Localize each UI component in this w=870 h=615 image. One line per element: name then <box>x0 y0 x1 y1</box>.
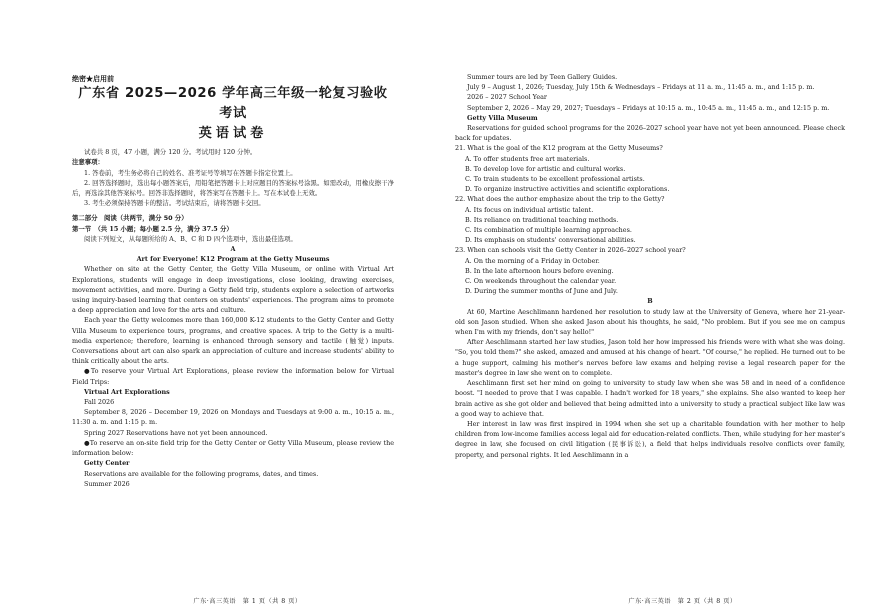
spring-note: Spring 2027 Reservations have not yet been announced. <box>84 428 268 437</box>
exam-subject-title: 英语试卷 <box>198 126 268 142</box>
fall-schedule: September 8, 2026 – December 19, 2026 on Mondays and Tuesdays at 9:00 a. m., 10:15 a. m., 11:30 a. m. and 1:15 p. m. <box>72 408 394 427</box>
question-stem: 21. What is the goal of the K12 program at the Getty Museums? <box>455 144 663 153</box>
passage-paragraph: Her interest in law was first inspired in 1994 when she set up a charitable foundation with her mother to help children from low-income families access legal aid for education-related conflicts. Then, while studying for her master's degree in law, she focused on civil litigation (民事诉讼), a field that helps individuals resolve conflicts over family, property, and personal rights. It led Aeschlimann in a <box>455 419 845 459</box>
confidential-label: 绝密★启用前 <box>72 74 114 83</box>
virtual-heading: Virtual Art Explorations <box>84 387 170 396</box>
answer-option: A. On the morning of a Friday in October. <box>465 256 600 265</box>
answer-option: D. To organize instructive activities and scientific explorations. <box>465 185 670 194</box>
question-stem: 23. When can schools visit the Getty Center in 2026–2027 school year? <box>455 246 686 255</box>
passage-paragraph: Whether on site at the Getty Center, the Getty Villa Museum, or online with Virtual Art Explorations, students will engage in deep investigations, close looking, drawing exercises, movement activities, and more. During a Getty field trip, students explore a selection of artworks using inquiry-based learning that centers on students' experiences. The program aims to promote a deep appreciation and love for the arts and culture. <box>72 265 394 315</box>
answer-option: C. On weekends throughout the calendar year. <box>465 277 617 286</box>
summer-schedule: July 9 – August 1, 2026; Tuesday, July 15th & Wednesdays – Fridays at 11 a. m., 11:45 a. m., and 1:15 p. m. <box>467 83 815 92</box>
note-item: 3. 考生必须保持答题卡的整洁。考试结束后，请将答题卡交回。 <box>84 199 265 208</box>
answer-option: D. During the summer months of June and July. <box>465 287 618 296</box>
page-footer: 广东·高三英语 第 2 页（共 8 页） <box>628 598 737 605</box>
bullet-virtual: ●To reserve your Virtual Art Explorations, please review the information below for Virtual Field Trips: <box>72 367 394 386</box>
page-1-content <box>72 74 394 489</box>
exam-page-2 <box>435 0 870 615</box>
answer-option: B. In the late afternoon hours before evening. <box>465 266 614 275</box>
section-instruction: 阅读下列短文，从每题所给的 A、B、C 和 D 四个选项中，选出最佳选项。 <box>84 234 297 243</box>
part-heading: 第二部分 阅读（共两节，满分 50 分） <box>72 214 188 223</box>
summer-tours: Summer tours are led by Teen Gallery Guides. <box>467 73 618 81</box>
passage-label-b: B <box>647 297 653 306</box>
exam-title: 广东省 2025—2026 学年高三年级一轮复习验收考试 <box>78 86 388 122</box>
notes-heading: 注意事项： <box>72 158 104 167</box>
answer-option: B. To develop love for artistic and cultural works. <box>465 164 626 173</box>
answer-option: C. Its combination of multiple learning approaches. <box>465 226 632 235</box>
page-2-content <box>455 72 845 460</box>
school-year-label: 2026 – 2027 School Year <box>467 93 547 102</box>
note-item: 1. 答卷前，考生务必将自己的姓名、准考证号等填写在答题卡指定位置上。 <box>84 168 297 177</box>
answer-option: C. To train students to be excellent professional artists. <box>465 175 645 184</box>
summer-label: Summer 2026 <box>84 479 130 488</box>
answer-option: B. Its reliance on traditional teaching methods. <box>465 215 619 224</box>
passage-title: Art for Everyone! K12 Program at the Getty Museums <box>136 255 330 264</box>
passage-paragraph: Aeschlimann first set her mind on going to university to study law when she was 58 and in need of a confidence boost. "I needed to prove that I was capable. I hadn't worked for 18 years," she explains. She also wanted to keep her brain active as she got older and believed that being admitted into a university to study a practical subject like law was a good way to achieve that. <box>455 379 845 418</box>
center-text: Reservations are available for the following programs, dates, and times. <box>84 469 319 478</box>
page-footer: 广东·高三英语 第 1 页（共 8 页） <box>193 598 302 605</box>
question-stem: 22. What does the author emphasize about the trip to the Getty? <box>455 195 665 204</box>
villa-text: Reservations for guided school programs for the 2026–2027 school year have not yet been announced. Please check back for updates. <box>455 124 845 143</box>
answer-option: D. Its emphasis on students' conversational abilities. <box>465 236 636 245</box>
answer-option: A. To offer students free art materials. <box>465 154 590 163</box>
answer-option: A. Its focus on individual artistic talent. <box>465 205 594 214</box>
passage-label-a: A <box>230 245 236 254</box>
exam-info: 试卷共 8 页，47 小题，满分 120 分。考试用时 120 分钟。 <box>84 148 257 157</box>
note-item: 2. 回答选择题时，选出每小题答案后，用铅笔把答题卡上对应题目的答案标号涂黑。如需改动，用橡皮擦干净后，再选涂其他答案标号。回答非选择题时，将答案写在答题卡上。写在本试卷上无效。 <box>72 178 394 198</box>
passage-paragraph: After Aeschlimann started her law studies, Jason told her how impressed his friends were with what she was doing. "So, you told them?" she asked, amazed and amused at his change of heart. "Of course," he replied. He turned out to be a huge support, calming his mother's nerves before law exams and helping revise a legal research paper for the master's degree in law she went on to complete. <box>455 338 845 377</box>
fall-label: Fall 2026 <box>84 398 115 407</box>
bullet-onsite: ●To reserve an on-site field trip for the Getty Center or Getty Villa Museum, please review the information below: <box>72 438 394 458</box>
center-heading: Getty Center <box>84 459 130 468</box>
school-year-schedule: September 2, 2026 – May 29, 2027; Tuesdays – Fridays at 10:15 a. m., 10:45 a. m., 11:45 a. m., and 12:15 p. m. <box>467 103 830 112</box>
villa-heading: Getty Villa Museum <box>467 113 538 122</box>
section-heading: 第一节 （共 15 小题；每小题 2.5 分，满分 37.5 分） <box>72 224 233 233</box>
passage-paragraph: Each year the Getty welcomes more than 160,000 K-12 students to the Getty Center and Getty Villa Museum to experience tours, programs, and creative spaces. A trip to the Getty is a multi-media experience; therefore, learning is enhanced through sensory and tactile (触觉) inputs. Conversations about art can also spark an appreciation of culture and increase students' ability to think critically about the arts. <box>72 316 394 366</box>
passage-paragraph: At 60, Martine Aeschlimann hardened her resolution to study law at the University of Geneva, where her 21-year-old son Jason studied. When she asked Jason about his thoughts, he said, "No problem. But if you see me on campus when I'm with my friends, don't say hello!" <box>455 307 845 337</box>
